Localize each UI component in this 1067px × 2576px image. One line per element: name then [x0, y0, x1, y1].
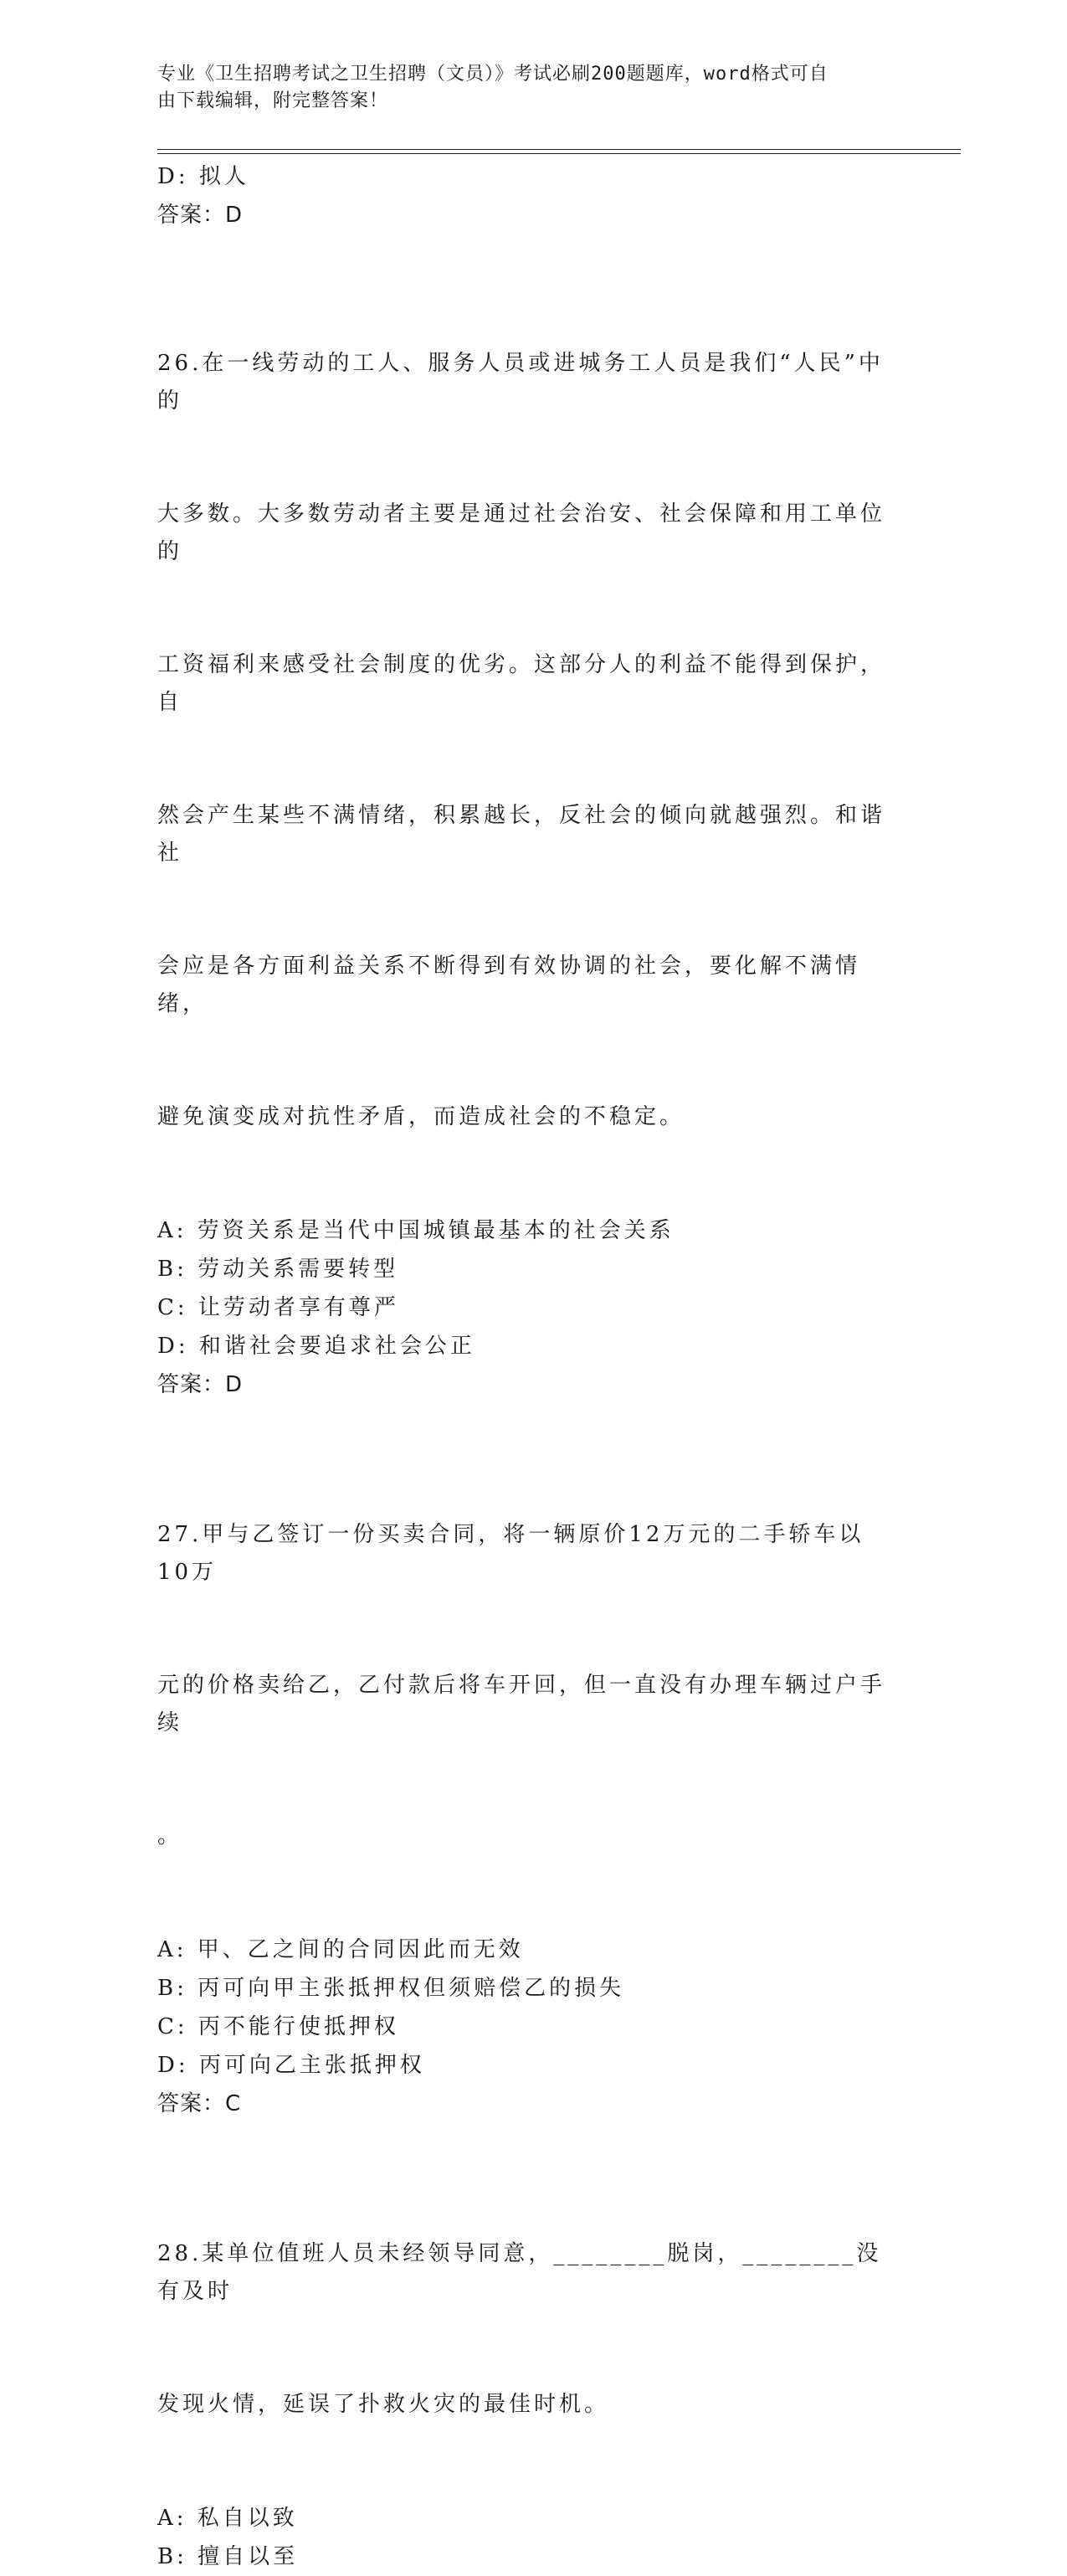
stem-line: 。 [157, 1823, 183, 1848]
question-stem [157, 270, 894, 1211]
stem-line: 26.在一线劳动的工人、服务人员或进城务工人员是我们“人民”中的 [157, 351, 884, 414]
question-stem [157, 1441, 894, 1931]
stem-line: 发现火情，延误了扑救火灾的最佳时机。 [157, 2392, 610, 2417]
stem-line: 28.某单位值班人员未经领导同意，________脱岗，________没有及时 [157, 2241, 882, 2304]
answer-line: 答案：D [157, 203, 244, 228]
option-c: C: 让劳动者享有尊严 [157, 1295, 399, 1320]
question-27 [157, 1441, 894, 2123]
option-b: B: 劳动关系需要转型 [157, 1257, 399, 1282]
option-d: D: 拟人 [157, 164, 249, 189]
header-line-1: 专业《卫生招聘考试之卫生招聘（文员）》考试必刷200题题库，word格式可自 [157, 64, 828, 85]
question-stem [157, 2160, 894, 2499]
document-header [157, 61, 894, 115]
header-rule-bottom [157, 153, 961, 154]
stem-line: 27.甲与乙签订一份买卖合同，将一辆原价12万元的二手轿车以10万 [157, 1522, 864, 1585]
question-26 [157, 270, 894, 1404]
page-content [157, 157, 894, 2576]
header-line-2: 由下载编辑，附完整答案！ [157, 90, 389, 111]
stem-line: 然会产生某些不满情绪，积累越长，反社会的倾向就越强烈。和谐社 [157, 803, 886, 866]
question-28 [157, 2160, 894, 2576]
option-a: A: 私自以致 [157, 2506, 298, 2531]
option-d: D: 丙可向乙主张抵押权 [157, 2053, 425, 2078]
stem-line: 避免演变成对抗性矛盾，而造成社会的不稳定。 [157, 1104, 685, 1129]
question-25-tail [157, 157, 894, 234]
option-a: A: 劳资关系是当代中国城镇最基本的社会关系 [157, 1218, 675, 1243]
option-b: B: 丙可向甲主张抵押权但须赔偿乙的损失 [157, 1976, 625, 2001]
option-a: A: 甲、乙之间的合同因此而无效 [157, 1937, 524, 1962]
answer-line: 答案：C [157, 2091, 242, 2116]
stem-line: 会应是各方面利益关系不断得到有效协调的社会，要化解不满情绪， [157, 954, 861, 1016]
stem-line: 工资福利来感受社会制度的优劣。这部分人的利益不能得到保护，自 [157, 652, 886, 715]
option-d: D: 和谐社会要追求社会公正 [157, 1334, 475, 1359]
option-c: C: 丙不能行使抵押权 [157, 2014, 399, 2039]
stem-line: 大多数。大多数劳动者主要是通过社会治安、社会保障和用工单位的 [157, 501, 886, 564]
header-rule-top [157, 149, 961, 150]
stem-line: 元的价格卖给乙，乙付款后将车开回，但一直没有办理车辆过户手续 [157, 1673, 886, 1735]
answer-line: 答案：D [157, 1372, 244, 1397]
option-b: B: 擅自以至 [157, 2544, 299, 2569]
